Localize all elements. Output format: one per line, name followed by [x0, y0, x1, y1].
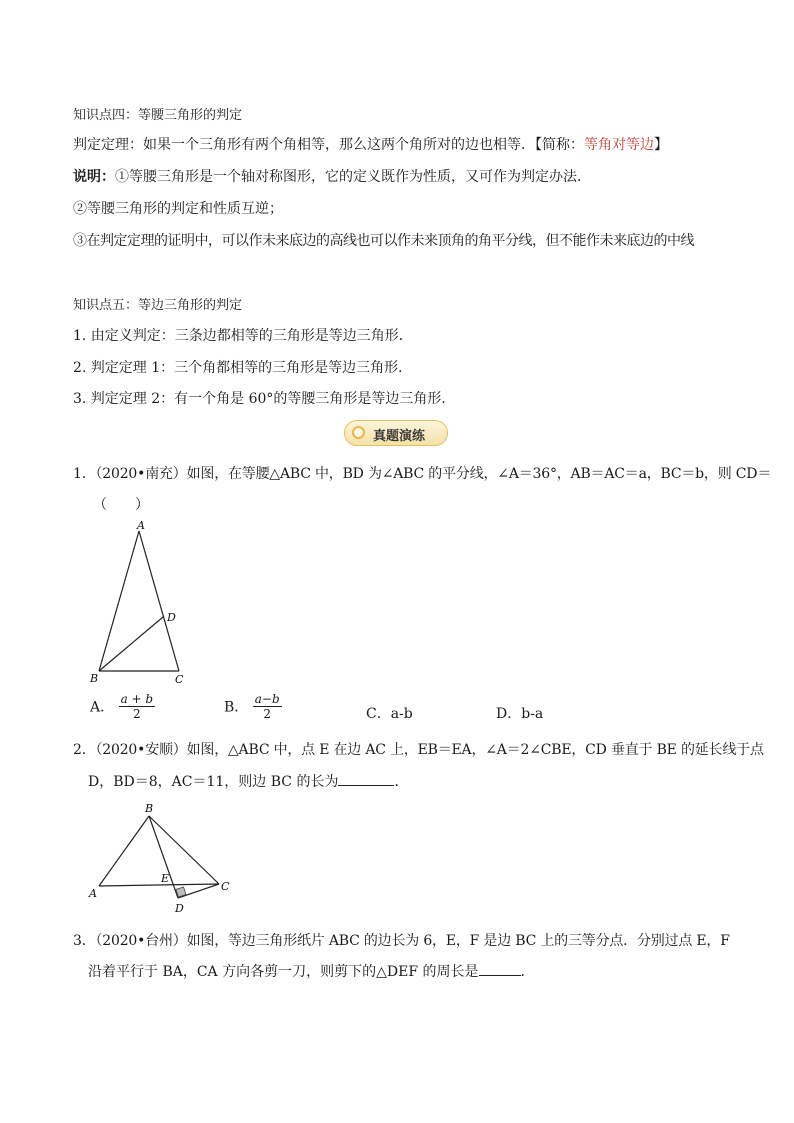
q1-option-b[interactable] — [224, 692, 282, 721]
q1-option-b-den: 2 — [263, 707, 272, 721]
q1-option-d[interactable]: D．b-a — [496, 706, 544, 722]
q1-figure — [85, 515, 195, 690]
kp4-note-1-line — [73, 166, 591, 186]
q3-line-2-end: ． — [520, 964, 535, 980]
kp5-item-2: 2. 判定定理 1：三个角都相等的三角形是等边三角形． — [73, 360, 413, 376]
q1-label-c: C — [175, 673, 184, 686]
q1-option-a-label: A． — [90, 699, 115, 716]
kp5-title: 知识点五：等边三角形的判定 — [73, 298, 243, 313]
kp4-title: 知识点四：等腰三角形的判定 — [73, 108, 243, 123]
kp4-note-label: 说明： — [73, 169, 115, 185]
q2-label-d: D — [175, 902, 184, 915]
q2-label-c: C — [221, 880, 230, 893]
q3-line-1: 3．（2020•台州）如图，等边三角形纸片 ABC 的边长为 6，E，F 是边 BC 上的三等分点．分别过点 E，F — [73, 933, 730, 949]
q1-side-ac — [139, 531, 179, 671]
q1-option-a-fraction — [119, 692, 156, 721]
exercise-badge — [344, 420, 448, 446]
q1-option-b-num: a−b — [254, 692, 280, 706]
q2-side-bc — [149, 816, 219, 884]
kp5-item-3: 3. 判定定理 2：有一个角是 60°的等腰三角形是等边三角形． — [73, 391, 456, 407]
kp4-theorem-suffix: 】 — [654, 137, 668, 153]
badge-ring-icon — [352, 426, 365, 439]
q2-line-1: 2．（2020•安顺）如图，△ABC 中，点 E 在边 AC 上，EB＝EA，∠A＝2∠CBE，CD 垂直于 BE 的延长线于点 — [73, 742, 764, 758]
q2-line-2-end: ． — [394, 774, 409, 790]
q2-side-ac — [99, 884, 219, 886]
q1-text: 1．（2020•南充）如图，在等腰△ABC 中，BD 为∠ABC 的平分线，∠A＝36°，AB＝AC＝a，BC＝b，则 CD＝ — [73, 466, 772, 482]
q2-line-bd — [149, 816, 178, 898]
q1-bisector-bd — [99, 617, 163, 671]
q1-option-b-fraction — [253, 692, 282, 721]
q2-side-ab — [99, 816, 149, 886]
kp4-note-1: ①等腰三角形是一个轴对称图形，它的定义既作为性质，又可作为判定办法． — [115, 169, 591, 185]
kp4-theorem-short: 等角对等边 — [584, 137, 654, 153]
q1-option-c[interactable]: C．a-b — [366, 706, 413, 722]
kp5-item-1: 1. 由定义判定：三条边都相等的三角形是等边三角形． — [73, 328, 413, 344]
q1-paren: （ ） — [93, 497, 149, 513]
q2-answer-blank[interactable] — [338, 784, 394, 786]
q2-label-e: E — [161, 872, 170, 885]
q3-answer-blank[interactable] — [479, 974, 521, 976]
q2-line-2-text: D，BD＝8，AC＝11，则边 BC 的长为 — [88, 774, 339, 790]
q2-label-a: A — [89, 887, 97, 900]
q1-label-d: D — [167, 611, 176, 624]
q3-line-2-text: 沿着平行于 BA，CA 方向各剪一刀，则剪下的△DEF 的周长是 — [88, 964, 479, 980]
q3-line-2 — [88, 961, 535, 981]
q1-option-a[interactable] — [90, 692, 155, 721]
q1-option-a-den: 2 — [133, 707, 141, 721]
q1-side-ab — [99, 531, 139, 671]
badge-label: 真题演练 — [373, 429, 426, 444]
kp4-theorem — [73, 134, 668, 154]
q2-figure — [85, 800, 235, 920]
kp4-note-2: ②等腰三角形的判定和性质互逆； — [73, 201, 283, 217]
q1-option-b-label: B． — [224, 699, 249, 716]
kp4-theorem-prefix: 判定定理：如果一个三角形有两个角相等，那么这两个角所对的边也相等．【简称： — [73, 137, 584, 153]
q2-line-2 — [88, 771, 408, 791]
q1-option-a-num: a + b — [120, 692, 154, 706]
q1-label-a: A — [137, 519, 145, 532]
q2-label-b: B — [145, 802, 154, 815]
kp4-note-3: ③在判定定理的证明中，可以作未来底边的高线也可以作未来顶角的角平分线，但不能作未来底边的中线 — [73, 233, 694, 249]
q1-label-b: B — [90, 672, 99, 685]
